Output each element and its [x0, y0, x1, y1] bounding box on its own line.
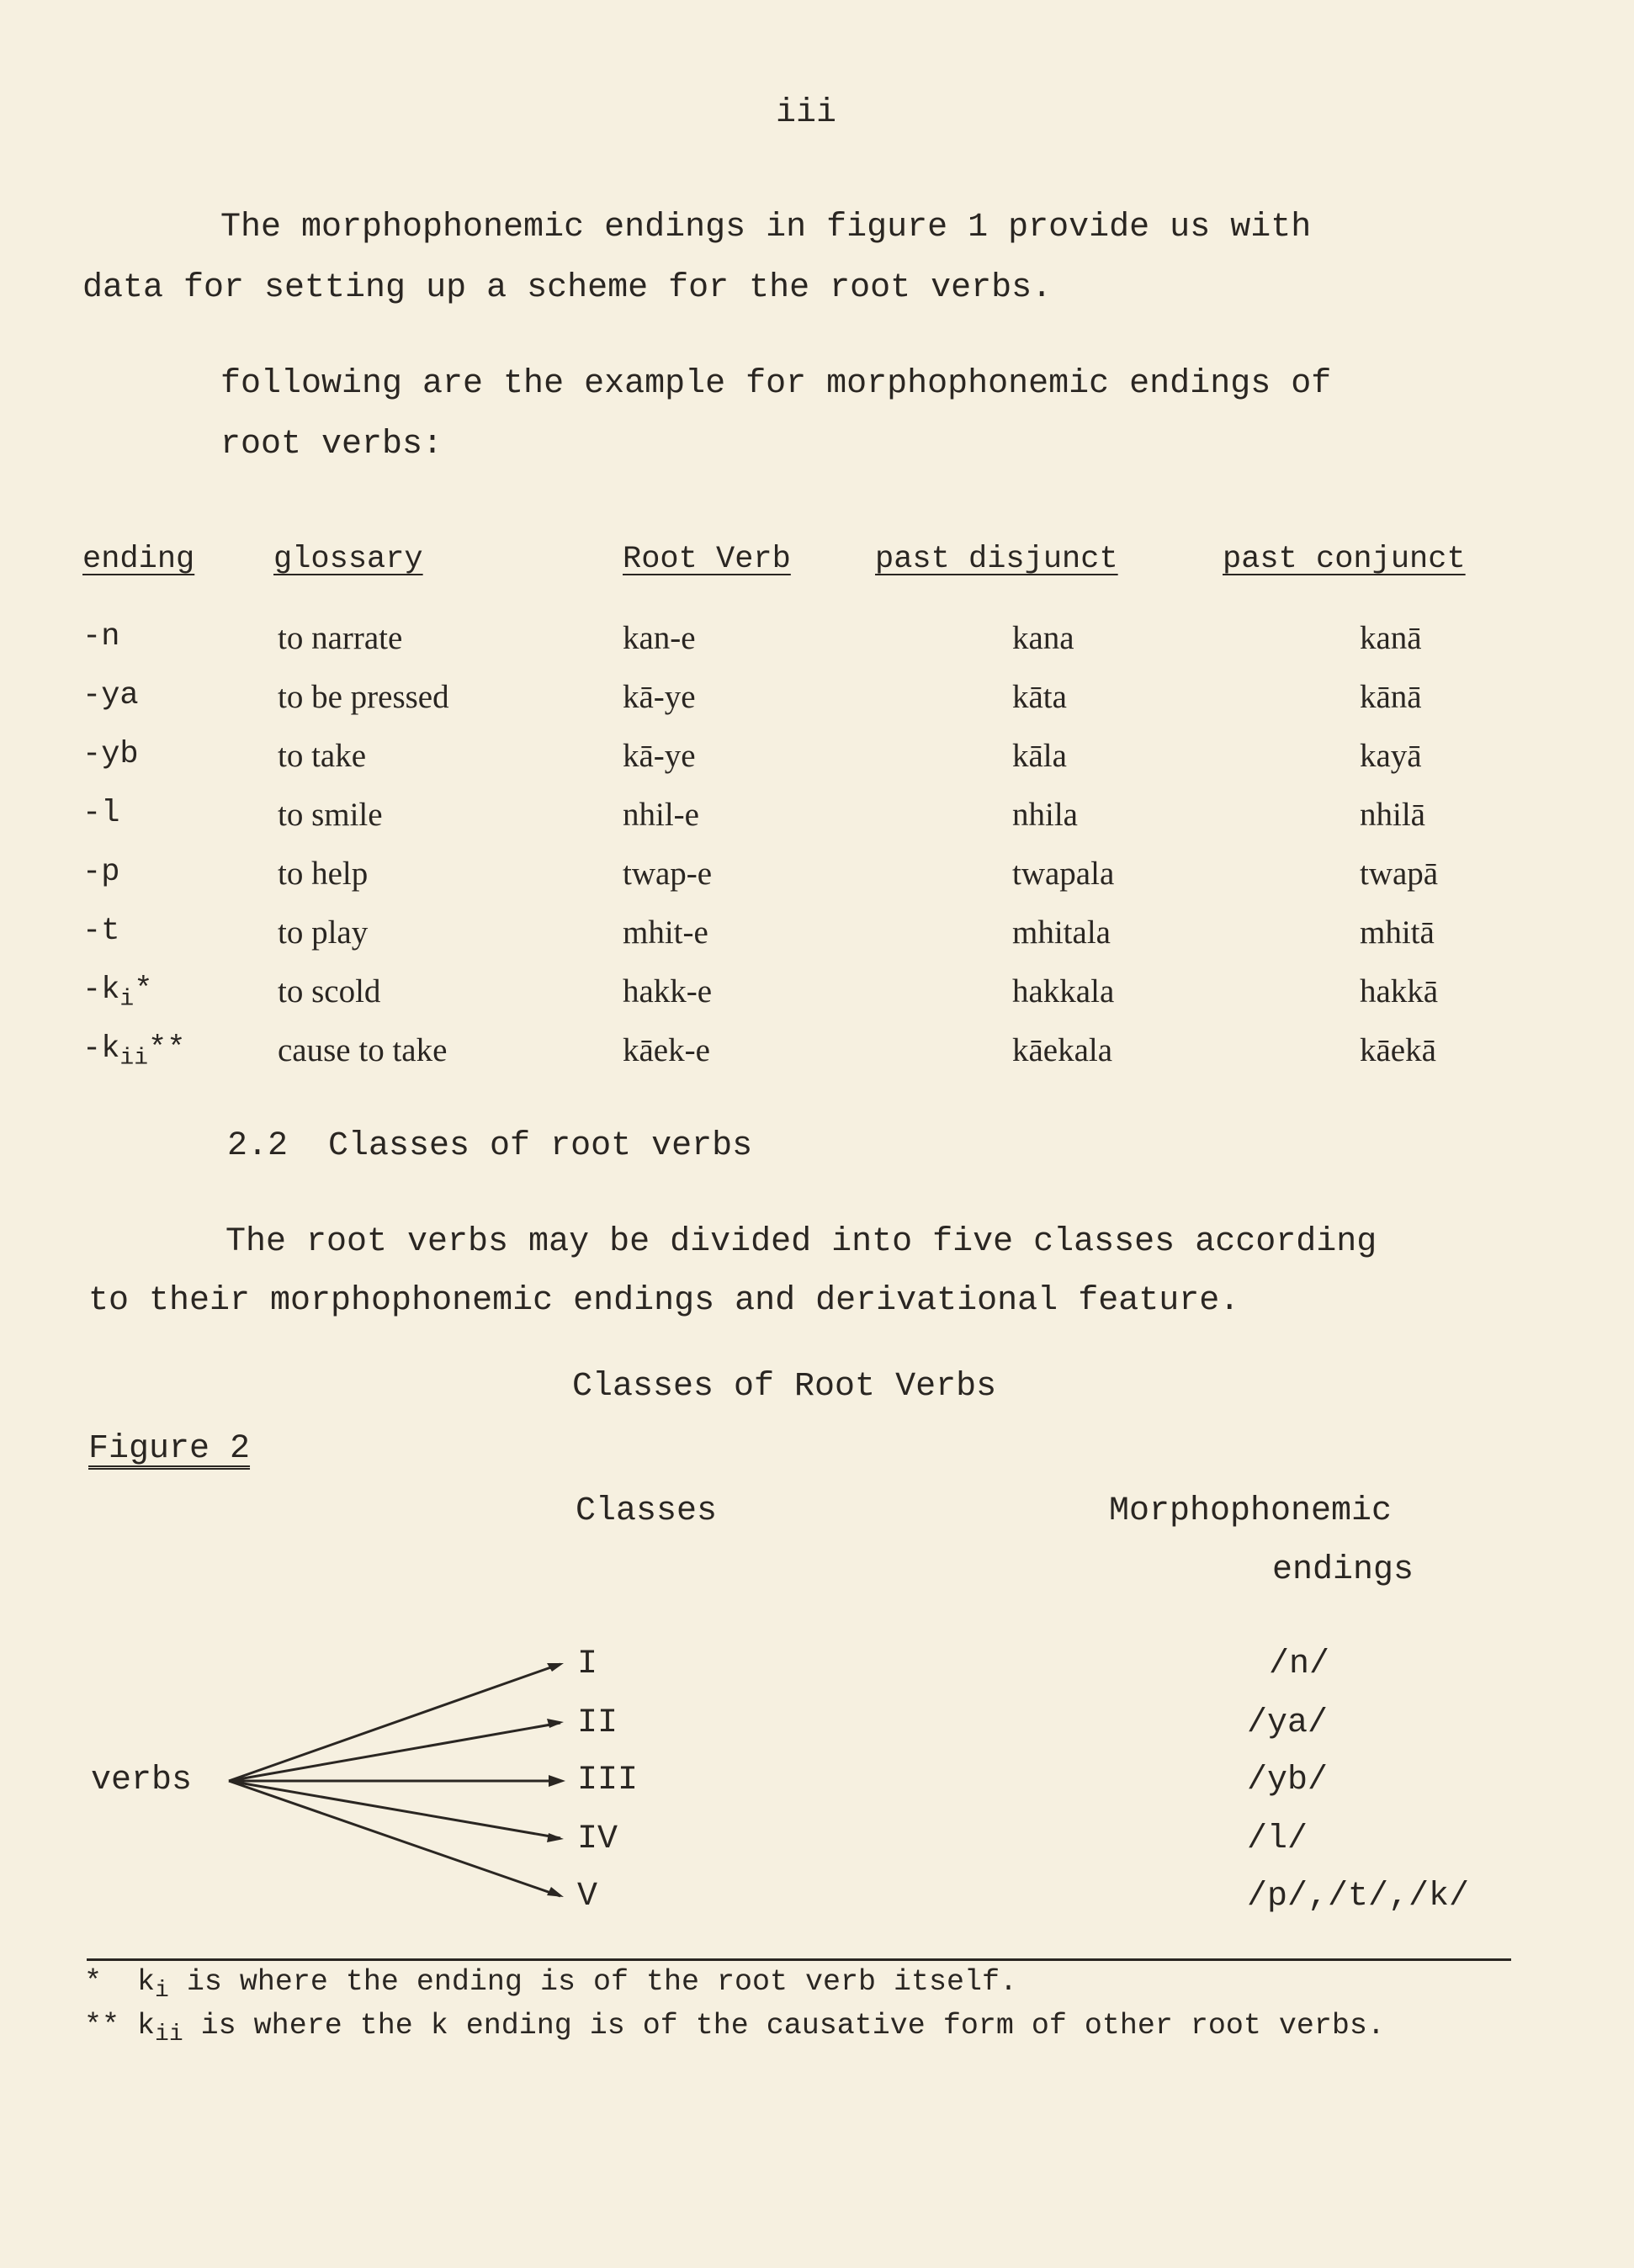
footnote-1: * $k_i$ is where the ending is of the root verb itself.: [84, 1965, 1018, 2004]
ending-value-2: /ya/: [1247, 1704, 1329, 1742]
header-past-conjunct: past conjunct: [1223, 542, 1466, 577]
cell-root-verb: kāek-e: [623, 1032, 710, 1068]
column-classes: Classes: [576, 1492, 718, 1530]
cell-ending: -n: [82, 619, 120, 654]
ending-value-1: /n/: [1269, 1645, 1330, 1683]
cell-past-disjunct: kāta: [1012, 679, 1067, 715]
column-endings-line-1: Morphophonemic: [1109, 1492, 1393, 1530]
cell-root-verb: hakk-e: [623, 973, 713, 1009]
cell-ending: -ya: [82, 678, 139, 713]
cell-glossary: to play: [278, 914, 369, 951]
arrowhead-4: [547, 1833, 564, 1842]
cell-past-conjunct: kānā: [1360, 679, 1422, 715]
page-number: iii: [776, 94, 837, 132]
class-label-4: IV: [577, 1820, 618, 1858]
intro-line-2: data for setting up a scheme for the root verbs.: [82, 269, 1053, 307]
cell-ending: -l: [82, 796, 120, 831]
section-heading: 2.2 Classes of root verbs: [227, 1127, 753, 1165]
ending-value-4: /l/: [1247, 1820, 1308, 1858]
column-endings-line-2: endings: [1272, 1551, 1414, 1589]
cell-past-conjunct: twapā: [1360, 856, 1439, 892]
cell-past-conjunct: kanā: [1360, 620, 1422, 656]
cell-root-verb: mhit-e: [623, 914, 708, 951]
arrow-to-class-5: [229, 1781, 560, 1896]
arrow-to-class-1: [229, 1664, 560, 1781]
figure-label: Figure 2: [88, 1430, 251, 1468]
cell-ending: -yb: [82, 737, 139, 772]
cell-root-verb: kā-ye: [623, 679, 696, 715]
cell-ending: -t: [82, 914, 120, 949]
header-root-verb: Root Verb: [623, 542, 791, 577]
cell-ending: $-k_{ii}**$: [82, 1031, 186, 1072]
cell-past-conjunct: mhitā: [1360, 914, 1435, 951]
example-intro-line-1: following are the example for morphophonemic endings of: [220, 365, 1332, 403]
arrowhead-2: [547, 1719, 564, 1728]
cell-glossary: to narrate: [278, 620, 403, 656]
cell-glossary: to help: [278, 856, 369, 892]
cell-past-disjunct: kana: [1012, 620, 1074, 656]
class-label-1: I: [577, 1645, 598, 1683]
arrow-to-class-4: [229, 1781, 560, 1838]
class-label-2: II: [577, 1704, 618, 1742]
header-glossary: glossary: [273, 542, 423, 577]
footnote-2: ** $k_{ii}$ is where the k ending is of the causative form of other root verbs.: [84, 2009, 1385, 2048]
cell-root-verb: kan-e: [623, 620, 696, 656]
class-label-5: V: [577, 1878, 598, 1916]
cell-past-conjunct: kayā: [1360, 738, 1422, 774]
header-past-disjunct: past disjunct: [875, 542, 1118, 577]
figure-caption: Classes of Root Verbs: [572, 1368, 997, 1406]
header-ending: ending: [82, 542, 195, 577]
cell-past-disjunct: hakkala: [1012, 973, 1115, 1009]
cell-past-conjunct: nhilā: [1360, 797, 1425, 833]
example-intro-line-2: root verbs:: [220, 426, 443, 464]
cell-glossary: to scold: [278, 973, 381, 1009]
cell-past-conjunct: kāekā: [1360, 1032, 1436, 1068]
cell-past-disjunct: kāekala: [1012, 1032, 1113, 1068]
verbs-source-label: verbs: [91, 1762, 193, 1799]
arrowhead-1: [547, 1663, 564, 1672]
cell-past-disjunct: nhila: [1012, 797, 1078, 833]
cell-glossary: to be pressed: [278, 679, 449, 715]
cell-glossary: to take: [278, 738, 367, 774]
classes-line-1: The root verbs may be divided into five classes according: [225, 1223, 1377, 1261]
class-label-3: III: [577, 1762, 639, 1799]
ending-value-3: /yb/: [1247, 1762, 1329, 1799]
intro-line-1: The morphophonemic endings in figure 1 provide us with: [220, 209, 1312, 246]
arrowhead-5: [547, 1887, 564, 1897]
classes-line-2: to their morphophonemic endings and derivational feature.: [88, 1282, 1240, 1320]
cell-ending: -p: [82, 855, 120, 890]
ending-value-5: /p/,/t/,/k/: [1247, 1878, 1470, 1916]
cell-past-disjunct: twapala: [1012, 856, 1115, 892]
footnote-divider: [87, 1958, 1511, 1961]
cell-ending: $-k_i*$: [82, 972, 153, 1013]
arrow-to-class-2: [229, 1723, 560, 1781]
arrowhead-3: [549, 1775, 565, 1787]
cell-root-verb: twap-e: [623, 856, 713, 892]
cell-past-disjunct: mhitala: [1012, 914, 1111, 951]
cell-glossary: cause to take: [278, 1032, 448, 1068]
cell-past-disjunct: kāla: [1012, 738, 1067, 774]
cell-root-verb: kā-ye: [623, 738, 696, 774]
cell-root-verb: nhil-e: [623, 797, 699, 833]
cell-glossary: to smile: [278, 797, 383, 833]
cell-past-conjunct: hakkā: [1360, 973, 1439, 1009]
